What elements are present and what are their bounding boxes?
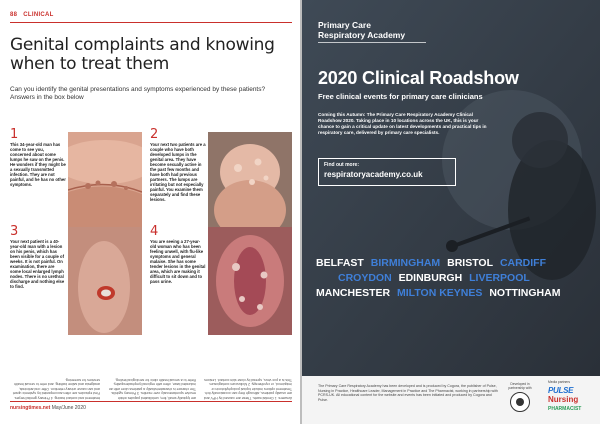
header-rule [10,22,292,23]
case-description: You are seeing a 27-year-old woman who has been feeling unwell, with flu-like symptoms and general malaise. She has some tender lesions in the genital area, which are making it difficult to sit down and to pass urine. [150,239,206,284]
case-number: 2 [150,127,159,142]
city-list [316,256,596,301]
pharmacist-logo: PHARMACIST [548,406,582,412]
case-row-2 [10,225,290,337]
section-label: CLINICAL [23,12,54,18]
case-description: Your next two patients are a couple who have both developed lumps in the genital area. They have become sexually active in the past few months and have both had previous partners. The lumps are irritating but not especially painful. You examine them separately and find these lesions. [150,142,206,202]
academy-line-2: Respiratory Academy [318,30,406,40]
city-name: LIVERPOOL [469,272,530,284]
city-line-1 [316,256,596,271]
city-name: BELFAST [316,257,364,269]
magazine-page-right-advert [302,0,600,424]
advert-title: 2020 Clinical Roadshow [318,68,519,88]
page-footer [10,405,86,411]
pcrs-seal-icon [510,392,530,412]
city-name: MANCHESTER [316,287,391,299]
media-partners-label: Media partners [548,380,570,384]
page-header [10,12,54,18]
developed-label: Developed in partnership with [508,382,532,390]
city-name: MILTON KEYNES [397,287,483,299]
find-out-more-box[interactable] [318,158,456,186]
case-2-photo [208,132,292,236]
city-name: BRISTOL [447,257,494,269]
city-name: BIRMINGHAM [370,257,441,269]
case-number: 3 [10,224,19,239]
article-intro: Can you identify the genital presentations and symptoms experienced by these patients? Answers in the box below [10,86,266,101]
footer-site: nursingtimes.net [10,405,51,411]
article-headline: Genital complaints and knowing when to treat them [10,35,275,74]
pulse-logo: PULSE [548,386,574,395]
case-number: 1 [10,127,19,142]
footer-issue: May/June 2020 [51,405,86,411]
academy-rule [318,42,426,43]
case-1-photo [68,132,142,236]
case-1 [10,128,290,238]
case-description: Your next patient is a 40-year-old man with a lesion on his penis, which has been visible for a couple of weeks. It is not painful. On examination, there are some local enlarged lymph nodes. There is no urethral discharge and nothing else to find. [10,239,65,289]
city-line-3 [316,286,596,301]
city-name: CROYDON [338,272,392,284]
advert-footer-text: The Primary Care Respiratory Academy has been developed and is produced by Cogora, the publisher of Pulse, Nursing in Practice, Healthcare Leader, Management in Practice and The Pharmacist, working in partnership with PCRS-UK. All educational content for the website and events has been initiated and produced by Cogora and Pulse. [318,384,498,402]
case-number: 4 [150,224,159,239]
advert-subtitle: Free clinical events for primary care clinicians [318,92,483,101]
city-name: NOTTINGHAM [489,287,561,299]
cta-label: Find out more: [324,162,359,168]
case-3-photo [68,227,142,335]
cta-url-link[interactable]: respiratoryacademy.co.uk [324,170,423,179]
answers-box-inverted: Answers: 1 Genital warts. These are caused by HPV and are usually painless, although they can occasionally itch. Treatment options include topical podophyllotoxin or imiquimod, or cryotherapy. 2 Molluscum contagiosum. This is a pox virus, spread by close skin contact. Lesions are typically small, firm, umbilicated papules which resolve spontaneously over months. 3 Primary syphilis. The chancre is characteristically a painless ulcer with an indurated base, often with regional lymphadenopathy. Refer to a sexual health clinic for serological testing, treatment and contact tracing. 4 Primary genital herpes. First episodes are often accompanied by systemic upset and can cause urinary retention. Offer oral antivirals, analgesia and saline bathing, and refer to sexual health services for screening. [12,378,292,400]
city-name: CARDIFF [499,257,547,269]
advert-body: Coming this Autumn: The Primary Care Respiratory Academy Clinical Roadshow 2020. Taking place in 10 locations across the UK, this is your chance to gain a critical update on latest developments and practical tips in respiratory care, delivered by primary care specialists. [318,112,487,135]
case-description: This 34-year-old man has come to see you, concerned about some lumps he saw on the penis. He wonders if they might be a sexually transmitted infection. They are not painful, and he has no other symptoms. [10,142,66,187]
nursing-logo: Nursing [548,395,579,404]
footer-rule [10,401,292,402]
academy-logo-text [318,20,405,40]
case-4-photo [208,227,292,335]
advert-background-photo [302,0,600,376]
academy-line-1: Primary Care [318,20,371,30]
city-name: EDINBURGH [398,272,463,284]
city-line-2 [316,271,596,286]
page-number: 88 [10,12,18,18]
advert-footer [302,376,600,424]
